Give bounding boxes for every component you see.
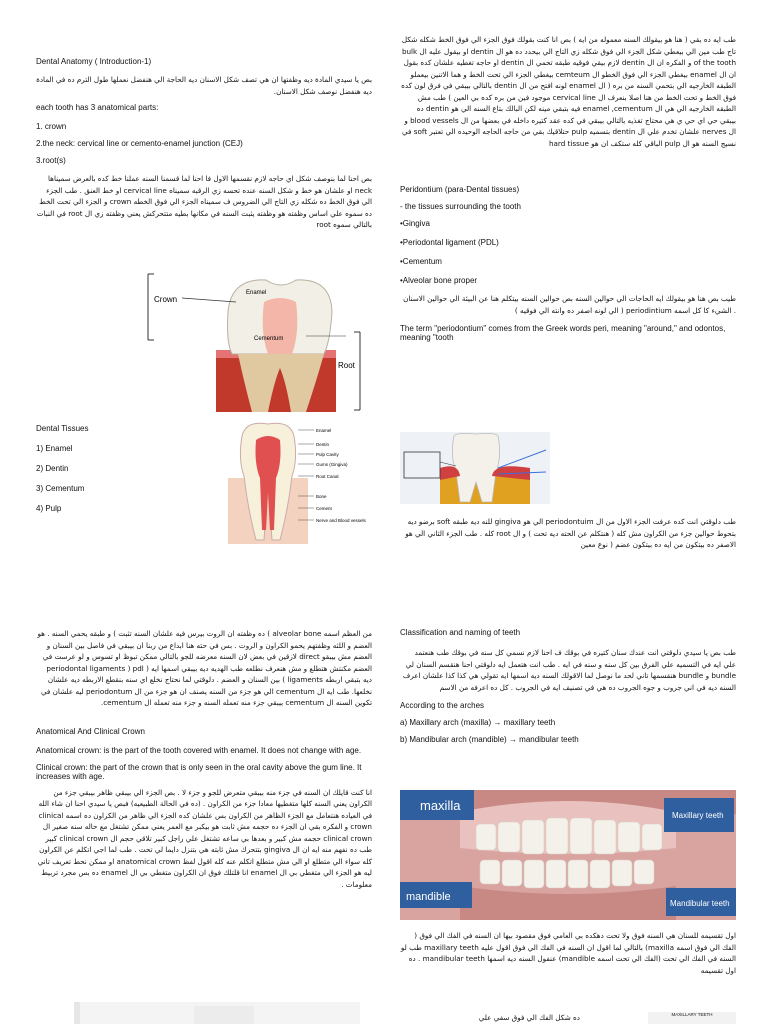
jaws-figure: [400, 790, 736, 920]
tissue-item: 2) Dentin: [36, 464, 69, 473]
tissues-explanation: طب ايه ده بقي ( هنا هو بيقولك السنه معموله من ايه ) بص انا كنت بقولك فوق الجزء الي فوق الخط شكله شكل تاج طب مين الي بيعطي شكل الجزء الي فوق شكله زي التاج الي بيحدد ده هو ال dentin او بيقول عليه ال bulk of the tooth و الفكره ان ال dentin لازم بيقي فوقيه طبقه تحمي ال dentin او حاجه تغطيه علشان كده بقول ان ال enamel بيغطي الجزء الي فوق الخطو ال cemteum بيغطي الجزء الي تحت الخط و هما الاتنين بيعملو الطبقه الخارجيه الي بتحمي السنه من بره ( ال enamel لونه افتح من ال dentin بالتالي بيبقي في فرق لون كده فوق الخط و تحت الخط من هنا اصلا بنعرف ال cervical line موجود فين من بره كده بي العين ) طب مش الطبقه الخارجيه الي هي ال enamel ,cementum فيه بتبقي مينه لكن البالك بتاع السنه الي هو dentin ده بيبقي حي اي حي ي هي محتاج تغذيه بالتالي بيبقي في كده عقد كتيره داخله في بعضها من ال blood vessels و ال nerves علشان تخدم علي ال dentin بتسميه pulp حتلاقيك بقي من حاجه الحاجه الوحيده الي تعتبر soft في نسيج السنه هو ال pulp الباقي كله ستكف ان هو hard tissue: [401, 35, 736, 148]
arches-heading: According to the arches: [400, 701, 485, 710]
parts-heading: each tooth has 3 anatomical parts:: [36, 103, 159, 112]
perio-item: •Cementum: [400, 257, 442, 266]
label-root: Root: [338, 361, 355, 370]
intro-arabic: بص يا سيدي المادة ديه وظفتها ان هي تصف شكل الاسنان ديه الحاجة الي هنفضل نعملها طول الترم ده في المادة ديه هنفضل نوصف شكل الاسنان.: [36, 75, 372, 96]
arch-b: b) Mandibular arch (mandible) → mandibular teeth: [400, 735, 579, 744]
perio-arabic-2-wrap: [400, 516, 736, 551]
anatomical-crown-def: Anatomical crown: is the part of the tooth covered with enamel. It does not change with age.: [36, 745, 362, 755]
perio-heading: Peridontium (para-Dental tissues): [400, 185, 520, 194]
label-maxilla: maxilla: [420, 798, 461, 813]
maxillary-teeth-caption-box: [648, 1012, 736, 1024]
maxillary-teeth-caption: MAXILLARY TEETH: [671, 1012, 713, 1017]
cross-label: Nerve and Blood vessels: [316, 518, 366, 523]
clinical-crown-def: Clinical crown: the part of the crown that is only seen in the oral cavity above the gum line. It increases with age.: [36, 762, 362, 781]
part-item: 1. crown: [36, 122, 67, 131]
perio-item: •Periodontal ligament (PDL): [400, 238, 499, 247]
right-top-section: [400, 34, 736, 342]
tissue-item: 4) Pulp: [36, 504, 62, 513]
cross-label: Enamel: [316, 428, 332, 433]
perio-term: The term "periodontium" comes from the Greek words peri, meaning "around," and odontos, meaning "tooth: [400, 324, 726, 342]
neck-explanation: بص احنا لما بنوصف شكل اي حاجه لازم نقسمها الاول فا احنا لما قسمنا السنه عملنا خط كده بالعرض سميناها neck او علشان هو خط و شكل السنه عنده تحسه زي الرقبه سميناه cervical line او خط العنق . طب الجزء الي فوق الخط ده شكله زي التاج الي الضروس ف سميناه الجزء الي فوق الخطه crown و الجزء الي تحت الخط ده سموه علي اساس وظفته هو وظفته يثبت السنه في مكانها بطيه متتحركش يعني وظفته زي ال root في النبات بالتالي سموه root: [36, 174, 372, 229]
cross-label: Root Canal: [316, 474, 339, 479]
jaws-explanation-wrap: [400, 930, 736, 976]
cross-label: Dentin: [316, 442, 330, 447]
tissues-heading: Dental Tissues: [36, 424, 89, 433]
tooth-cross-section-figure: [228, 420, 368, 544]
part-item: 3.root(s): [36, 156, 66, 165]
label-cementum: Cementum: [254, 336, 284, 342]
perio-item: •Gingiva: [400, 219, 430, 228]
dental-tissues: [36, 424, 176, 513]
classification-explanation: طب بص يا سيدي دلوقتي انت عندك سنان كتيره في بوقك ف احنا لازم نسمي كل سنه في بوقك طب هنعتمد علي ايه في التسميه علي الفرق بين كل سنه و سنه في ايه . طب انت هتعمل ايه دلوقتي احنا هنقسم السنان لي bundle و bundle هنقسمها تاني لحد ما نوصل لما الاقولك السنه ديه اسمها ايه تقولي هي كذا كذا علشان اعرف السنه ديه في اني جروب و جوه الجروب ده هي في تصنيف ايه في الجروب . كل ده اعرفه من الاسم: [402, 648, 736, 692]
maxilla-note: ده شكل الفك الي فوق سفي علي: [478, 1013, 580, 1022]
tissue-item: 3) Cementum: [36, 484, 85, 493]
label-crown: Crown: [154, 295, 178, 304]
arch-a: a) Maxillary arch (maxilla) → maxillary teeth: [400, 718, 556, 727]
intro-section: [36, 56, 372, 231]
bottom-right-tail: [400, 1012, 736, 1024]
perio-arabic: طيب بص هنا هو بيقولك ايه الحاجات الي حوالين السنه بص حوالين السنه بيتكلم هنا عن البيئة الي حوالين الاسنان . الشيء كا كل اسمه periodintium ( الي لونه اصفر ده وانته الي فوقيه ): [403, 294, 736, 315]
cross-label: Bone: [316, 494, 327, 499]
periodontium-figure: [400, 432, 550, 504]
part-item: 2.the neck: cervical line or cemento-enamel junction (CEJ): [36, 139, 243, 148]
label-enamel: Enamel: [246, 290, 267, 296]
label-mandibular-teeth: Mandibular teeth: [670, 899, 730, 908]
label-mandible: mandible: [406, 891, 451, 903]
intro-title: Dental Anatomy ( Introduction-1): [36, 57, 152, 66]
partial-figure-left: [74, 1002, 360, 1024]
cross-label: Pulp Cavity: [316, 452, 339, 457]
crown-heading: Anatomical And Clinical Crown: [36, 726, 145, 736]
jaws-explanation: اول تقسيمه للسنان هي السنه فوق ولا تحت دهكده بي العامي فوق مقصود بيها ان السنه في الفك الي فوق ( الفك الي فوق اسمه maxilla) بالتالي لما اقول ان السنه في الفك الي فوق اقول عليه maxillary teeth طب لو السنه في الفك الي تحت (الفك الي تحت اسمه mandible) عنفول السنه ديه اسمها mandibular teeth . ده اول تقسيمه: [400, 931, 736, 975]
tooth-anatomy-figure: [146, 272, 368, 412]
perio-arabic-2: طب دلوقتي انت كده عرفت الجزء الاول من ال periodontuim الي هو gingiva للنه ديه طبقه soft برضو ديه بتحوط حوالين جزء من الكراون مش كله ( هنتكلم عن الحته ديه تحت ) و ال root كله . طب الجزء الثاني الي هو الاصفر ده بيتكون من ايه ده بيتكون عضم ( نوع معين: [405, 517, 736, 549]
classification-section: [400, 628, 736, 744]
perio-item: •Alveolar bone proper: [400, 276, 478, 285]
tissue-item: 1) Enamel: [36, 444, 73, 453]
classification-heading: Classification and naming of teeth: [400, 628, 521, 637]
crown-explanation: انا كنت قايلك ان السنه في جزء منه بيبقي متعرض للجو و جزء لا . بص الجزء الي بيبقي ظاهر بيبقي جزء من الكراون يعني السنه كلها متغطيها معادا جزء من الكراون . (ده في الحالة الطبيعيه) فبص يا سيدي احنا ان شاء الله في العياده هنتعامل مع الجزء الظاهر من الكراون بس علشان كده الجزء الي ظاهر من الكراون ده اسمه clinical crown و الفكره بقي ان الجزء ده حجمه مش ثابت هو بيكبر مع العمر يعني ممكن تشتغل مع حاله سنه صغير ال clinical crown حجمه مش كبير و بعدها بي ساعه تشتغل علي راجل كبير تلاقي حجم ال clinical crown كبير طب ده نفهم منه ايه ان ال gingiva بتتحرك مش ثابته هي بتنزل دايما لي تحت . طب لما اجي اتكلم عن الكراون كله سواء الي متطلع او الي مش متطلع اتكلم عنه كله اقول لفظ anatomical crown او ممكن نحط تعريف تاني ليه هو الجزء الي متغطي بي ال enamel انا قلتلك فوق ان الكراون متغطي بي ال enamel ده بس مجرد تربيط معلومات .: [37, 787, 372, 889]
bottom-left-section: [36, 628, 372, 890]
cross-label: Gums (Gingiva): [316, 462, 348, 467]
label-maxillary-teeth: Maxillary teeth: [672, 811, 724, 820]
alveolar-explanation: من العظم اسمه alveolar bone ) ده وظفته ان الروت بيرس فيه علشان السنه تثبت ) و طبقه يحمي السنه . هو العضم و اللثه وظفتهم يحمو الكراون و الروت . بس في حته هنا ابداع من ربنا ان بيبقي في فاصل بين السنان و العضم مش بيبقو direct لازقين في بعض لان السنه معرضه للجو بالتالي ممكن تبوظ او تسوس و لو عرست في العضم مكنتش هتطلع و مش هنعرف نطلعه طب الهديه ديه بيبقي اسمها ايه ( pdl ( periodontal ligaments ديه بتبقي اربطه ligaments ) بين السنان و العضم . دلوقتي لما نحتاج نخلع اي سنه بنقطع الاربطه ديه علشان نخلعها. طب ايه ال cementum الي هو جزء من السنه يصنف ان هو جزء من ال periodontum ليه علشان في تكوين السنه ال cementum بيبقي جزء منه تعمله السنه و جزء منه تعمله ال cementum.: [37, 629, 372, 707]
perio-definition: - the tissues surrounding the tooth: [400, 202, 521, 211]
cross-label: Cement: [316, 506, 332, 511]
